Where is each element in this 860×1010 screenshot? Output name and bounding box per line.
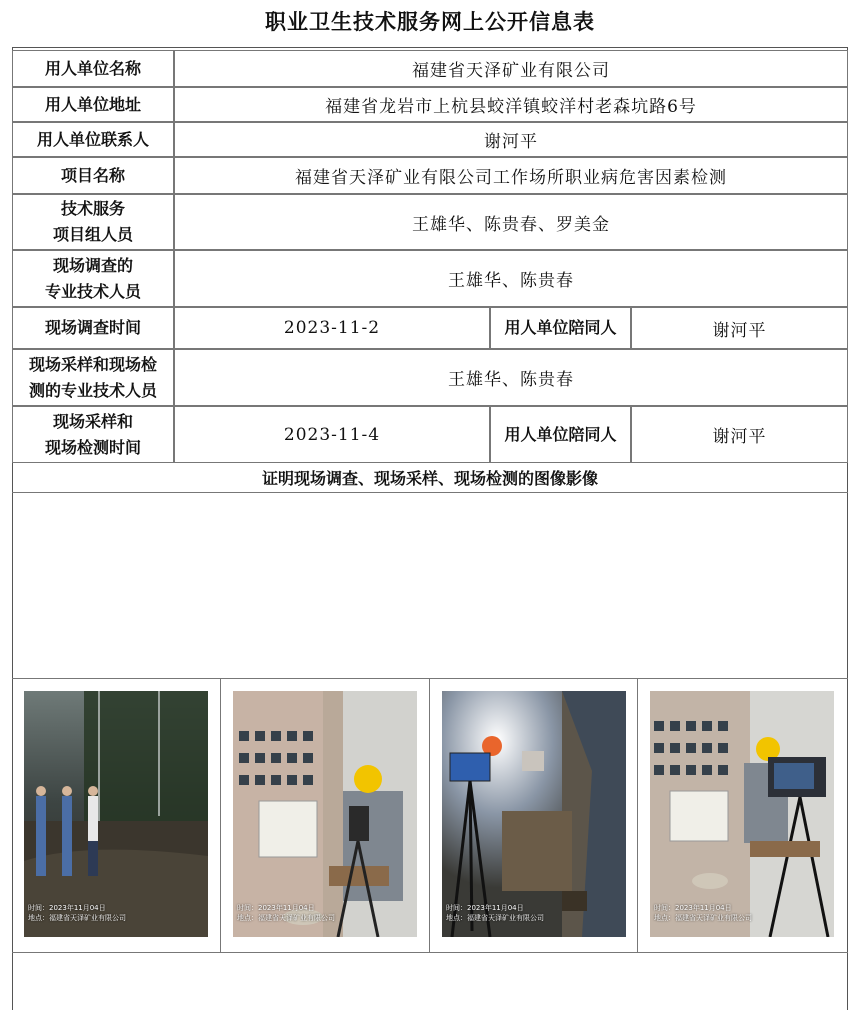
photo-1-stamp: 时间：2023年11月04日 地点：福建省天泽矿业有限公司 [28,904,126,922]
photo-panel-inspection [233,691,417,937]
survey-time-label: 现场调查时间 [12,307,174,349]
survey-time-value: 2023-11-2 [174,307,490,349]
sampling-time-label [12,406,174,463]
sampling-staff-label-line2: 测的专业技术人员 [28,380,157,400]
unit-name-value: 福建省天泽矿业有限公司 [174,50,848,87]
sampling-time-label-line1: 现场采样和 [52,411,133,431]
project-name-label: 项目名称 [12,157,174,194]
photo-cell-2 [221,679,430,952]
photo-row [12,678,848,953]
survey-staff-label [12,250,174,307]
survey-staff-value: 王雄华、陈贵春 [174,250,848,307]
unit-name-label: 用人单位名称 [12,50,174,87]
unit-contact-value: 谢河平 [174,122,848,157]
sampling-staff-value: 王雄华、陈贵春 [174,349,848,406]
photo-cell-3 [430,679,638,952]
photo-night-site [24,691,208,937]
photo-tripod-sampler [442,691,626,937]
unit-contact-label: 用人单位联系人 [12,122,174,157]
team-value: 王雄华、陈贵春、罗美金 [174,194,848,250]
unit-address-label: 用人单位地址 [12,87,174,122]
sampling-escort-label: 用人单位陪同人 [490,406,631,463]
sampling-time-value: 2023-11-4 [174,406,490,463]
sampling-staff-label-line1: 现场采样和现场检 [28,354,157,374]
photo-4-stamp: 时间：2023年11月04日 地点：福建省天泽矿业有限公司 [654,904,752,922]
survey-staff-label-line1: 现场调查的 [52,255,133,275]
photo-3-stamp: 时间：2023年11月04日 地点：福建省天泽矿业有限公司 [446,904,544,922]
survey-staff-label-line2: 专业技术人员 [44,281,141,301]
project-name-value: 福建省天泽矿业有限公司工作场所职业病危害因素检测 [174,157,848,194]
team-label [12,194,174,250]
photo-cell-4 [638,679,846,952]
survey-escort-label: 用人单位陪同人 [490,307,631,349]
page-title: 职业卫生技术服务网上公开信息表 [265,10,595,34]
sampling-time-label-line2: 现场检测时间 [44,437,141,457]
sampling-staff-label [12,349,174,406]
unit-address-value: 福建省龙岩市上杭县蛟洋镇蛟洋村老森坑路6号 [174,87,848,122]
photo-meter-reading [650,691,834,937]
sampling-escort-value: 谢河平 [631,406,848,463]
team-label-line1: 技术服务 [60,199,125,218]
survey-escort-value: 谢河平 [631,307,848,349]
images-caption: 证明现场调查、现场采样、现场检测的图像影像 [12,463,848,493]
team-label-line2: 项目组人员 [52,225,133,244]
photo-2-stamp: 时间：2023年11月04日 地点：福建省天泽矿业有限公司 [237,904,335,922]
photo-cell-1 [12,679,221,952]
